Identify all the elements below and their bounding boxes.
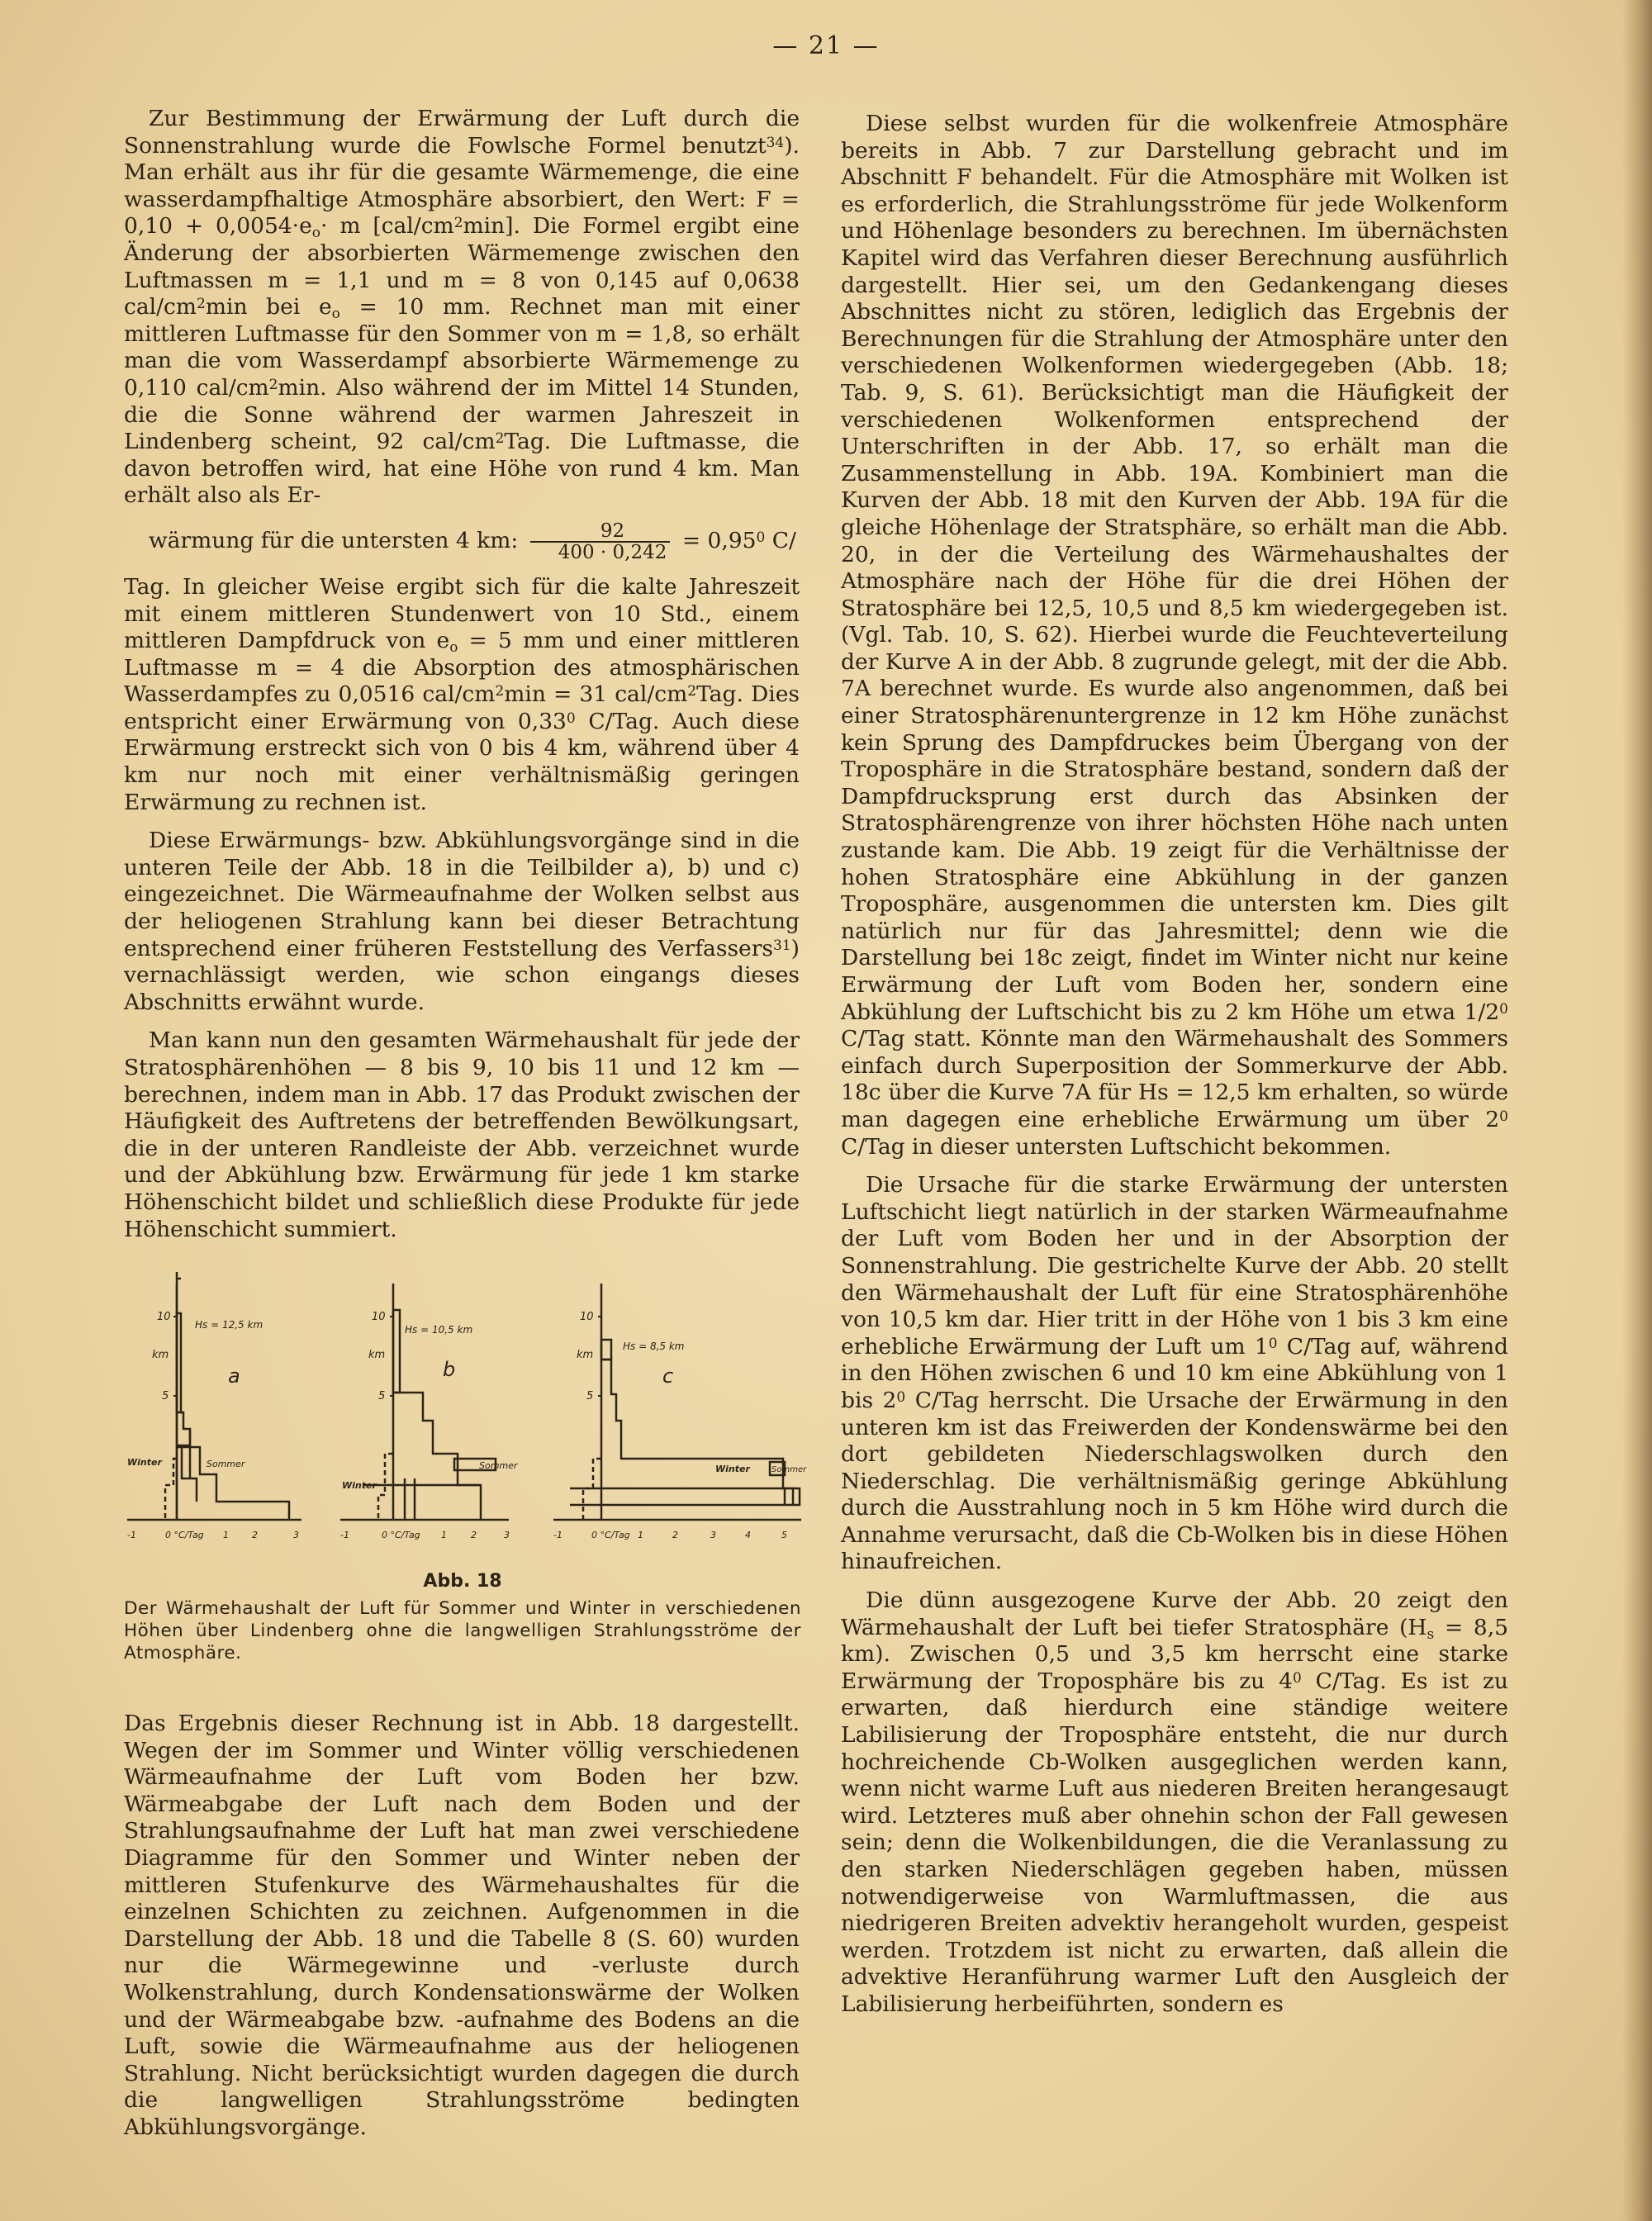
panel-a-winter-label: Winter <box>127 1457 162 1468</box>
panel-c-letter: c <box>662 1364 674 1388</box>
panel-c-xtick-0: -1 <box>553 1530 563 1540</box>
right-column <box>841 111 1508 2030</box>
panel-c-ytick-10: 10 <box>580 1311 594 1323</box>
panel-b-letter: b <box>443 1358 456 1381</box>
panel-a-xtick-0: -1 <box>127 1530 136 1540</box>
left-paragraph-1-cont: Tag. In gleicher Weise ergibt sich für die kalte Jahreszeit mit einem mittleren Stundenwert von 10 Std., einem mittleren Dampfdruck von $e_o = 5$ mm und einer mittleren Luftmasse m = 4 die Absorption des atmosphärischen Wasserdampfes zu 0,0516 cal/$cm^2\min = 31$ cal/$cm^2Tag$. Dies entspricht einer Erwärmung von 0,33$^0$ C/Tag. Auch diese Erwärmung erstreckt sich von 0 bis 4 km, während über 4 km nur noch mit einer verhältnismäßig geringen Erwärmung zu rechnen ist. <box>124 573 800 815</box>
right-paragraph-1: Diese selbst wurden für die wolkenfreie Atmosphäre bereits in Abb. 7 zur Darstellung gebracht und im Abschnitt F behandelt. Für die Atmosphäre mit Wolken ist es erforderlich, die Strahlungsströme für jede Wolkenform und Höhenlage besonders zu berechnen. Im übernächsten Kapitel wird das Verfahren dieser Berechnung ausführlich dargestellt. Hier sei, um den Gedankengang dieses Abschnittes nicht zu stören, lediglich das Ergebnis der Berechnungen für die Strahlung der Atmosphäre unter den verschiedenen Wolkenformen wiedergegeben (Abb. 18; Tab. 9, S. 61). Berücksichtigt man die Häufigkeit der verschiedenen Wolkenformen entsprechend der Unterschriften in der Abb. 17, so erhält man die Zusammenstellung in Abb. 19A. Kombiniert man die Kurven der Abb. 18 mit den Kurven der Abb. 19A für die gleiche Höhenlage der Stratsphäre, so erhält man die Abb. 20, in der die Verteilung des Wärmehaushaltes der Atmosphäre nach der Höhe für die drei Höhen der Stratosphäre bei 12,5, 10,5 und 8,5 km wiedergegeben ist. (Vgl. Tab. 10, S. 62). Hierbei wurde die Feuchteverteilung der Kurve A in der Abb. 8 zugrunde gelegt, mit der die Abb. 7A berechnet wurde. Es wurde also angenommen, daß bei einer Stratosphärenuntergrenze in 12 km Höhe zunächst kein Sprung des Dampfdruckes beim Übergang von der Troposphäre in die Stratosphäre bestand, sondern daß der Dampfdrucksprung erst durch das Absinken der Stratosphärengrenze von ihrer höchsten Höhe nach unten zustande kam. Die Abb. 19 zeigt für die Verhältnisse der hohen Stratosphäre eine Abkühlung in der ganzen Troposphäre, ausgenommen die untersten km. Dies gilt natürlich nur für das Jahresmittel; denn wie die Darstellung bei 18c zeigt, findet im Winter nicht nur keine Erwärmung der Luft vom Boden her, sondern eine Abkühlung der Luftschicht bis zu 2 km Höhe um etwa $1/2^0$ C/Tag statt. Könnte man den Wärmehaushalt des Sommers einfach durch Superposition der Sommerkurve der Abb. 18c über die Kurve 7A für Hs = 12,5 km erhalten, so würde man dagegen eine erhebliche Erwärmung um über $2^0$ C/Tag in dieser untersten Luftschicht bekommen. <box>841 111 1508 1160</box>
left-column-lower <box>124 1711 800 2153</box>
formula-line: wärmung für die untersten 4 km: $\frac{92}{400 \cdot 0,242}$ = $0,95^0$ C/ <box>149 520 796 563</box>
left-paragraph-4: Das Ergebnis dieser Rechnung ist in Abb. 18 dargestellt. Wegen der im Sommer und Winter völlig verschiedenen Wärmeaufnahme der Luft vom Boden her bzw. Wärmeabgabe der Luft nach dem Boden und der Strahlungsaufnahme der Luft hat man zwei verschiedene Diagramme für den Sommer und Winter neben der mittleren Stufenkurve des Wärmehaushaltes für die einzelnen Schichten zu zeichnen. Aufgenommen in die Darstellung der Abb. 18 und die Tabelle 8 (S. 60) wurden nur die Wärmegewinne und -verluste durch Wolkenstrahlung, durch Kondensationswärme der Wolken und der Wärmeabgabe bzw. -aufnahme des Bodens an die Luft, sowie die Wärmeaufnahme aus der heliogenen Strahlung. Nicht berücksichtigt wurden dagegen die durch die langwelligen Strahlungsströme bedingten Abkühlungsvorgänge. <box>124 1711 800 2140</box>
page-edge-shadow <box>1622 0 1652 2221</box>
panel-b-xtick-0: -1 <box>340 1530 349 1540</box>
left-column <box>124 106 800 1255</box>
left-paragraph-2: Diese Erwärmungs- bzw. Abkühlungsvorgänge sind in die unteren Teile der Abb. 18 in die Teilbilder a), b) und c) eingezeichnet. Die Wärmeaufnahme der Wolken selbst aus der heliogenen Strahlung kann bei dieser Betrachtung entsprechend einer früheren Feststellung des Verfassers$^{31}$) vernachlässigt werden, wie schon eingangs dieses Abschnitts erwähnt wurde. <box>124 828 800 1015</box>
panel-c-winter-label: Winter <box>715 1464 750 1474</box>
panel-b-hs-label: Hs = 10,5 km <box>405 1324 473 1336</box>
panel-a-xtick-1: 0 °C/Tag <box>165 1530 204 1540</box>
panel-a-ytick-5: 5 <box>162 1390 169 1402</box>
panel-c-xtick-5: 4 <box>745 1530 751 1540</box>
left-paragraph-1: Zur Bestimmung der Erwärmung der Luft durch die Sonnenstrahlung wurde die Fowlsche Formel benutzt$^{34}$). Man erhält aus ihr für die gesamte Wärmemenge, die eine wasserdampfhaltige Atmosphäre absorbiert, den Wert: $F = 0,10 + 0,0054\cdot e_o\cdot m$ $[cal/cm^2\min]$. Die Formel ergibt eine Änderung der absorbierten Wärmemenge zwischen den Luftmassen m = 1,1 und m = 8 von 0,145 auf 0,0638 cal/$cm^2\min$ bei $e_o = 10$ mm. Rechnet man mit einer mittleren Luftmasse für den Sommer von m = 1,8, so erhält man die vom Wasserdampf absorbierte Wärmemenge zu 0,110 cal/$cm^2\min$. Also während der im Mittel 14 Stunden, die die Sonne während der warmen Jahreszeit in Lindenberg scheint, 92 cal/$cm^2Tag$. Die Luftmasse, die davon betroffen wird, hat eine Höhe von rund 4 km. Man erhält also als Er- <box>124 106 800 509</box>
panel-b-winter-label: Winter <box>342 1480 377 1491</box>
panel-c-xtick-4: 3 <box>710 1530 716 1540</box>
panel-a-letter: a <box>228 1364 240 1388</box>
panel-c-xtick-3: 2 <box>672 1530 678 1540</box>
panel-a-xtick-2: 1 <box>223 1530 229 1540</box>
formula-fraction: $\frac{92}{400 \cdot 0,242}$ <box>530 521 671 562</box>
panel-b-ytick-5: 5 <box>378 1390 386 1402</box>
panel-c-xtick-6: 5 <box>781 1530 787 1540</box>
panel-a-curves <box>127 1272 301 1520</box>
figure-title: Abb. 18 <box>423 1571 502 1592</box>
left-paragraph-3: Man kann nun den gesamten Wärmehaushalt für jede der Stratosphärenhöhen — 8 bis 9, 10 bis 11 und 12 km — berechnen, indem man in Abb. 17 das Produkt zwischen der Häufigkeit des Auftretens der betreffenden Bewölkungsart, die in der unteren Randleiste der Abb. verzeichnet wurde und der Abkühlung bzw. Erwärmung für jede 1 km starke Höhenschicht bildet und schließlich diese Produkte für jede Höhenschicht summiert. <box>124 1027 800 1242</box>
panel-b-sommer-label: Sommer <box>479 1460 518 1471</box>
panel-c-sommer-label: Sommer <box>771 1465 807 1474</box>
right-paragraph-3: Die dünn ausgezogene Kurve der Abb. 20 zeigt den Wärmehaushalt der Luft bei tiefer Stratosphäre ($H_s = 8,5$ km). Zwischen 0,5 und 3,5 km herrscht eine starke Erwärmung der Troposphäre bis zu $4^0$ C/Tag. Es ist zu erwarten, daß hierdurch eine ständige weitere Labilisierung der Troposphäre entsteht, die nur durch hochreichende Cb-Wolken ausgeglichen werden kann, wenn nicht warme Luft aus niederen Breiten herangesaugt wird. Letzteres muß aber ohnehin schon der Fall gewesen sein; denn die Wolkenbildungen, die die Veranlassung zu den starken Niederschlägen gegeben haben, müssen notwendigerweise von Warmluftmassen, die aus niedrigeren Breiten advektiv herangeholt wurden, gespeist werden. Trotzdem ist nicht zu erwarten, daß allein die advektive Heranführung warmer Luft den Ausgleich der Labilisierung herbeiführten, sondern es <box>841 1587 1508 2017</box>
panel-c-unit: km <box>577 1349 594 1361</box>
panel-a-xtick-3: 2 <box>252 1530 258 1540</box>
panel-b-xtick-1: 0 °C/Tag <box>382 1530 420 1540</box>
page-number: — 21 — <box>772 31 880 60</box>
panel-c-hs-label: Hs = 8,5 km <box>623 1341 685 1352</box>
right-paragraph-2: Die Ursache für die starke Erwärmung der untersten Luftschicht liegt natürlich in der starken Wärmeaufnahme der Luft vom Boden her und in der Absorption der Sonnenstrahlung. Die gestrichelte Kurve der Abb. 20 stellt den Wärmehaushalt der Luft für eine Stratosphärenhöhe von 10,5 km dar. Hier tritt in der Höhe von 1 bis 3 km eine erhebliche Erwärmung der Luft um $1^0$ C/Tag auf, während in den Höhen zwischen 6 und 10 km eine Abkühlung von 1 bis $2^0$ C/Tag herrscht. Die Ursache der Erwärmung in den unteren km ist das Freiwerden der Kondenswärme bei den dort gebildeten Niederschlagswolken durch den Niederschlag. Die verhältnismäßig geringe Abkühlung durch die Ausstrahlung noch in 5 km Höhe wird durch die Annahme verursacht, daß die Cb-Wolken bis in diese Höhen hinaufreichen. <box>841 1172 1508 1575</box>
panel-b-xtick-4: 3 <box>504 1530 510 1540</box>
panel-b-xtick-2: 1 <box>441 1530 447 1540</box>
panel-b-unit: km <box>368 1349 386 1361</box>
panel-a-unit: km <box>152 1349 169 1361</box>
panel-c-ytick-5: 5 <box>586 1390 594 1402</box>
panel-a-xtick-4: 3 <box>293 1530 299 1540</box>
panel-a-ytick-10: 10 <box>157 1311 171 1323</box>
panel-b-xtick-3: 2 <box>471 1530 477 1540</box>
panel-c-xtick-2: 1 <box>638 1530 643 1540</box>
panel-c-xtick-1: 0 °C/Tag <box>591 1530 630 1540</box>
panel-a-sommer-label: Sommer <box>206 1459 245 1469</box>
figure-abb-18 <box>124 1272 807 1545</box>
panel-a-hs-label: Hs = 12,5 km <box>195 1319 263 1331</box>
figure-caption: Der Wärmehaushalt der Luft für Sommer und Winter in verschiedenen Höhen über Lindenberg ohne die langwelligen Strahlungsströme der Atmosphäre. <box>124 1598 801 1663</box>
panel-b-ytick-10: 10 <box>372 1311 386 1323</box>
